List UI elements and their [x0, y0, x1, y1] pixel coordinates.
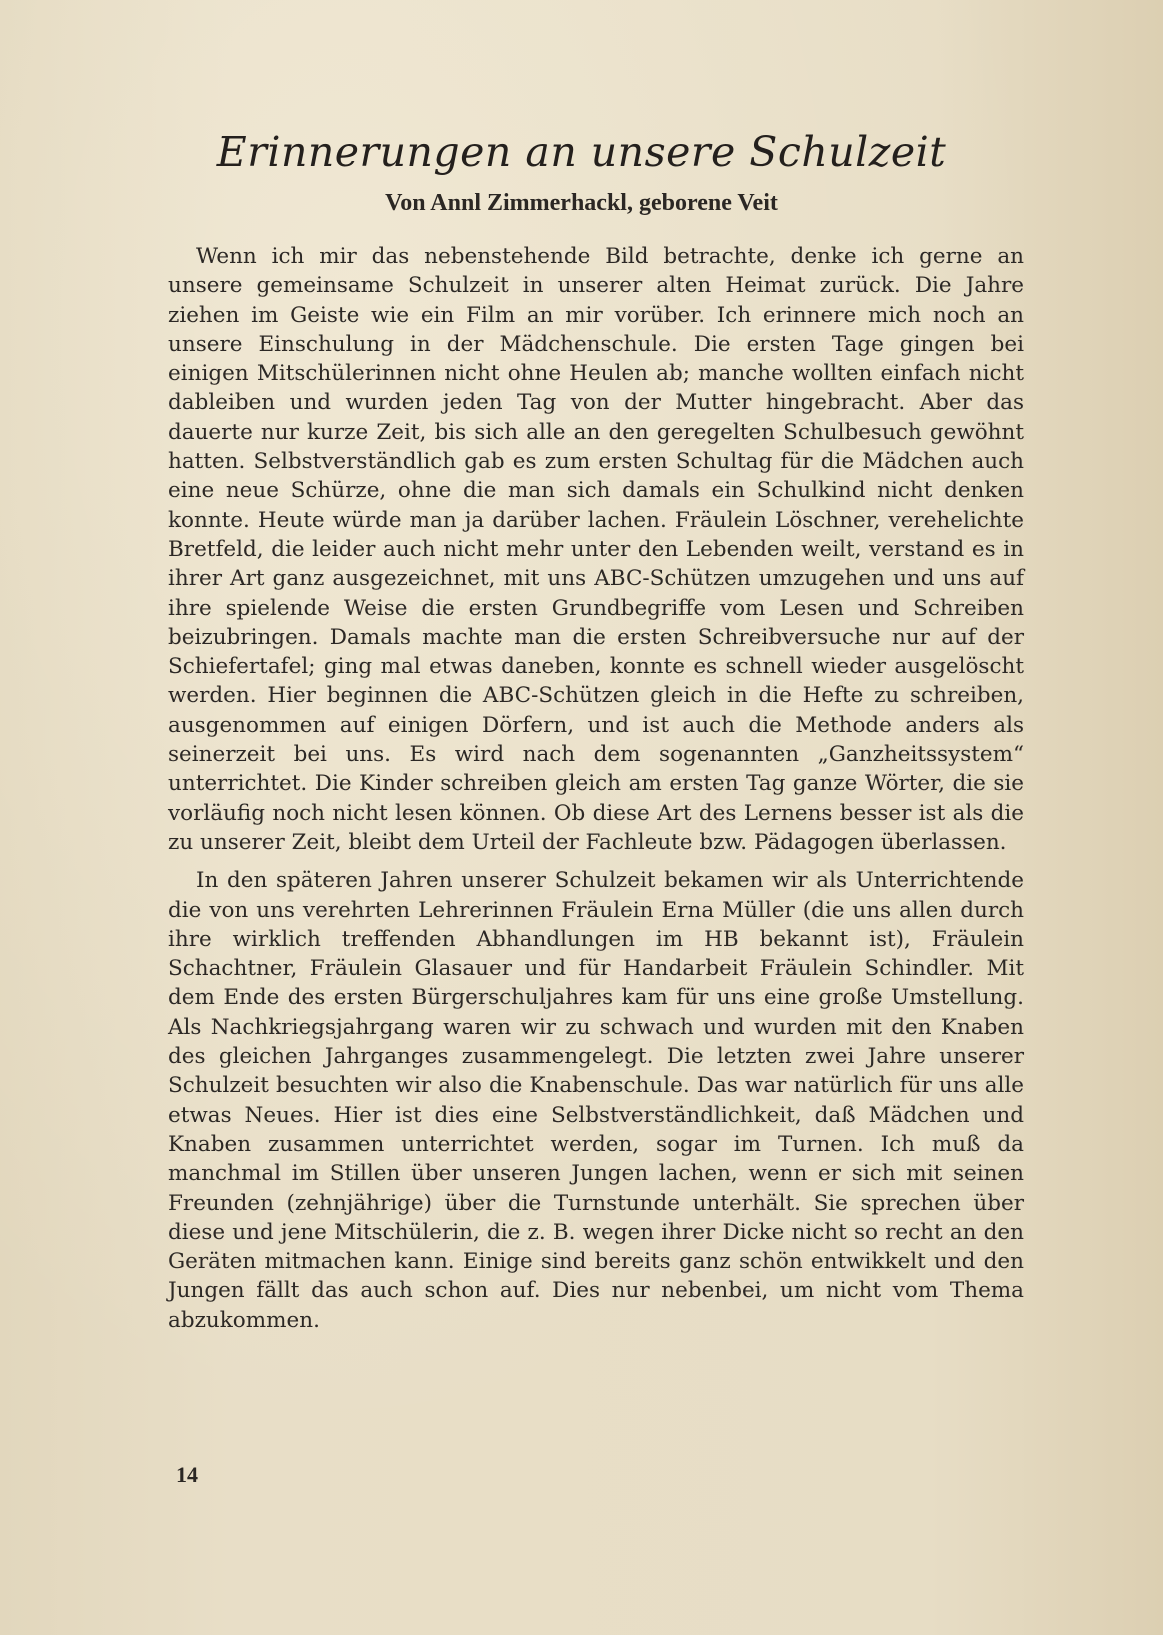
article-byline: Von Annl Zimmerhackl, geborene Veit — [385, 190, 778, 216]
page-number: 14 — [176, 1462, 198, 1487]
article-title: Erinnerungen an unsere Schulzeit — [216, 128, 947, 176]
article-body — [168, 242, 1024, 1335]
paragraph-1: Wenn ich mir das nebenstehende Bild betrachte, denke ich gerne an unsere gemeinsame Schulzeit in unserer alten Heimat zurück. Die Jahre ziehen im Geiste wie ein Film an mir vorüber. Ich erinnere mich noch an unsere Einschulung in der Mädchenschule. Die ersten Tage gingen bei einigen Mitschülerinnen nicht ohne Heulen ab; manche wollten einfach nicht dableiben und wurden jeden Tag von der Mutter hingebracht. Aber das dauerte nur kurze Zeit, bis sich alle an den geregelten Schulbesuch gewöhnt hatten. Selbstverständlich gab es zum ersten Schultag für die Mädchen auch eine neue Schürze, ohne die man sich damals ein Schulkind nicht denken konnte. Heute würde man ja darüber lachen. Fräulein Löschner, verehelichte Bretfeld, die leider auch nicht mehr unter den Lebenden weilt, verstand es in ihrer Art ganz ausgezeichnet, mit uns ABC-Schützen umzugehen und uns auf ihre spielende Weise die ersten Grundbegriffe vom Lesen und Schreiben beizubringen. Damals machte man die ersten Schreibversuche nur auf der Schiefertafel; ging mal etwas daneben, konnte es schnell wieder ausgelöscht werden. Hier beginnen die ABC-Schützen gleich in die Hefte zu schreiben, ausgenommen auf einigen Dörfern, und ist auch die Methode anders als seinerzeit bei uns. Es wird nach dem sogenannten „Ganzheitssystem“ unterrichtet. Die Kinder schreiben gleich am ersten Tag ganze Wörter, die sie vorläufig noch nicht lesen können. Ob diese Art des Lernens besser ist als die zu unserer Zeit, bleibt dem Urteil der Fachleute bzw. Pädagogen überlassen. — [168, 244, 1024, 855]
paragraph-2: In den späteren Jahren unserer Schulzeit bekamen wir als Unterrichtende die von uns verehrten Lehrerinnen Fräulein Erna Müller (die uns allen durch ihre wirklich treffenden Abhandlungen im HB bekannt ist), Fräulein Schachtner, Fräulein Glasauer und für Handarbeit Fräulein Schindler. Mit dem Ende des ersten Bürgerschuljahres kam für uns eine große Umstellung. Als Nachkriegsjahrgang waren wir zu schwach und wurden mit den Knaben des gleichen Jahrganges zusammengelegt. Die letzten zwei Jahre unserer Schulzeit besuchten wir also die Knabenschule. Das war natürlich für uns alle etwas Neues. Hier ist dies eine Selbstverständlichkeit, daß Mädchen und Knaben zusammen unterrichtet werden, sogar im Turnen. Ich muß da manchmal im Stillen über unseren Jungen lachen, wenn er sich mit seinen Freunden (zehnjährige) über die Turnstunde unterhält. Sie sprechen über diese und jene Mitschülerin, die z. B. wegen ihrer Dicke nicht so recht an den Geräten mitmachen kann. Einige sind bereits ganz schön entwikkelt und den Jungen fällt das auch schon auf. Dies nur nebenbei, um nicht vom Thema abzukommen. — [168, 868, 1024, 1333]
